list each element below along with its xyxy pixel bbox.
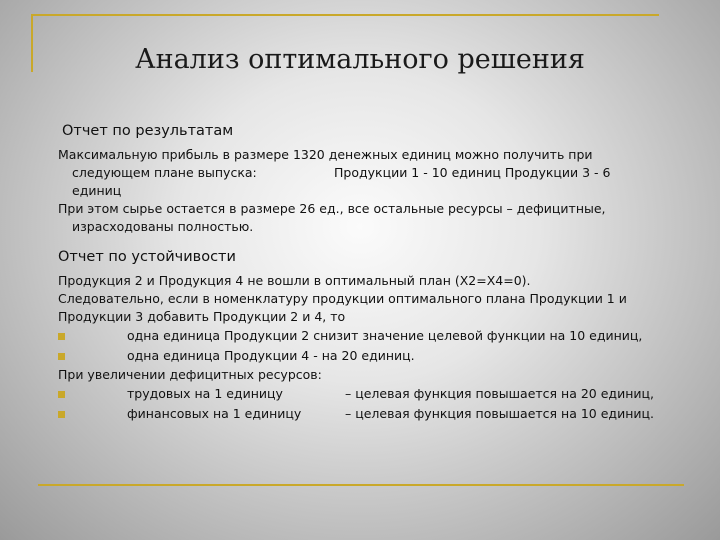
stability-line-3: Продукции 3 добавить Продукции 2 и 4, то (58, 309, 346, 324)
square-bullet-icon (58, 411, 65, 418)
bullet-item (58, 384, 698, 404)
results-line-4: При этом сырье остается в размере 26 ед., все остальные ресурсы – дефицитные, (58, 201, 606, 216)
frame-bottom-line (38, 484, 684, 486)
square-bullet-icon (58, 391, 65, 398)
results-line-1: Максимальную прибыль в размере 1320 денежных единиц можно получить при (58, 147, 593, 162)
results-line-5: израсходованы полностью. (72, 219, 254, 234)
stability-line-4: При увеличении дефицитных ресурсов: (58, 367, 322, 382)
results-heading: Отчет по результатам (62, 123, 234, 139)
bullet-item (58, 404, 698, 424)
bullet-item (58, 326, 698, 346)
stability-heading: Отчет по устойчивости (58, 249, 236, 265)
bullet-left-text: трудовых на 1 единицу (127, 386, 283, 401)
bullet-text: одна единица Продукции 2 снизит значение целевой функции на 10 единиц, (127, 328, 643, 343)
stability-line-1: Продукция 2 и Продукция 4 не вошли в оптимальный план (X2=X4=0). (58, 273, 531, 288)
results-line-2 (58, 164, 698, 182)
results-line-2b: Продукции 1 - 10 единиц Продукции 3 - 6 (334, 165, 611, 180)
square-bullet-icon (58, 353, 65, 360)
bullet-text: одна единица Продукции 4 - на 20 единиц. (127, 348, 415, 363)
stability-line-2: Следовательно, если в номенклатуру продукции оптимального плана Продукции 1 и (58, 291, 627, 306)
bullet-item (58, 346, 698, 366)
square-bullet-icon (58, 333, 65, 340)
slide-title: Анализ оптимального решения (135, 44, 585, 75)
results-line-2a: следующем плане выпуска: (72, 165, 257, 180)
bullet-right-text: – целевая функция повышается на 10 единиц. (345, 406, 654, 421)
bullet-left-text: финансовых на 1 единицу (127, 406, 302, 421)
bullet-right-text: – целевая функция повышается на 20 единиц, (345, 386, 654, 401)
results-line-3: единиц (72, 183, 122, 198)
slide-content (58, 118, 698, 424)
frame-top-line (31, 14, 659, 16)
